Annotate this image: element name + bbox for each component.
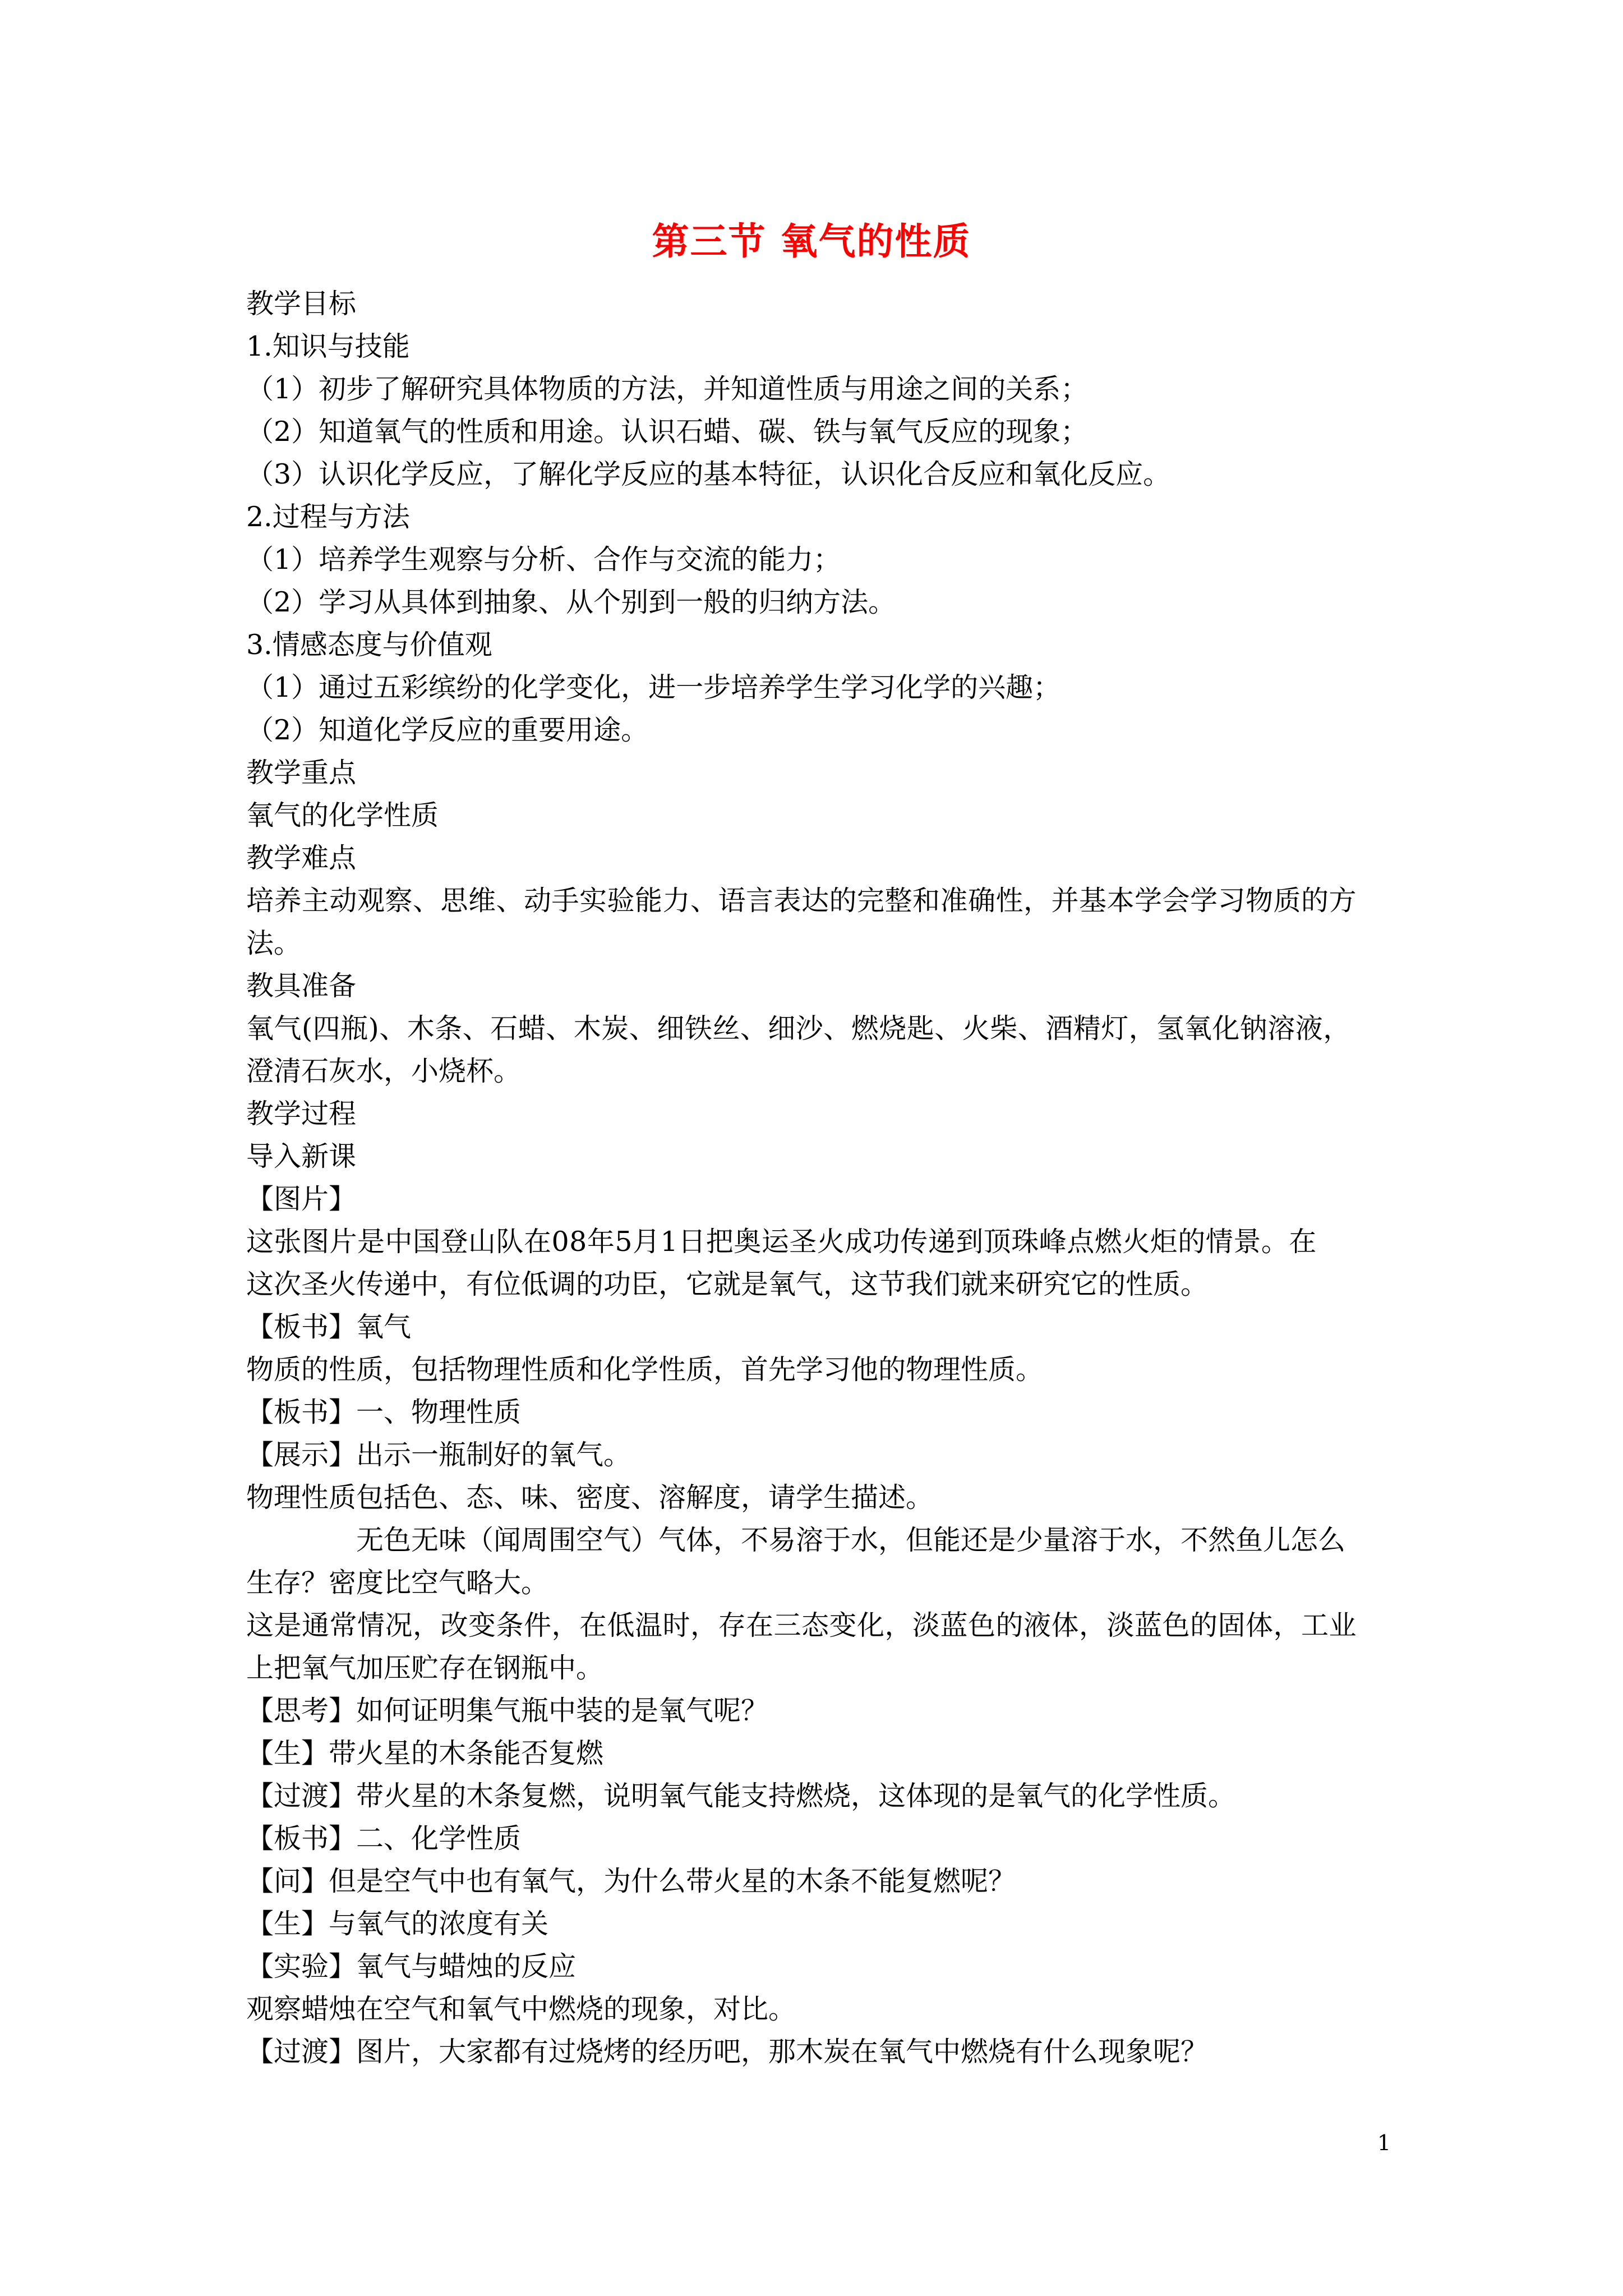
section-heading: 教具准备 [246,970,357,1002]
paragraph-line: 【过渡】带火星的木条复燃，说明氧气能支持燃烧，这体现的是氧气的化学性质。 [246,1780,1236,1812]
paragraph-line: 【生】与氧气的浓度有关 [246,1908,549,1940]
list-item: （1）培养学生观察与分析、合作与交流的能力； [246,544,841,576]
subsection-heading: 1.知识与技能 [246,330,410,362]
paragraph-line: 澄清石灰水，小烧杯。 [246,1055,522,1087]
section-heading: 教学重点 [246,757,357,789]
paragraph-line: 【板书】氧气 [246,1311,412,1343]
paragraph-line: 【展示】出示一瓶制好的氧气。 [246,1439,631,1471]
paragraph-line: 上把氧气加压贮存在钢瓶中。 [246,1652,604,1684]
list-item: （1）通过五彩缤纷的化学变化，进一步培养学生学习化学的兴趣； [246,671,1061,703]
paragraph-line: 这张图片是中国登山队在08年5月1日把奥运圣火成功传递到顶珠峰点燃火炬的情景。在 [246,1226,1317,1258]
paragraph-line: 【问】但是空气中也有氧气，为什么带火星的木条不能复燃呢？ [246,1865,1016,1897]
list-item: （1）初步了解研究具体物质的方法，并知道性质与用途之间的关系； [246,373,1089,405]
paragraph-line: 物理性质包括色、态、味、密度、溶解度，请学生描述。 [246,1481,934,1513]
paragraph-line: 【生】带火星的木条能否复燃 [246,1737,604,1769]
paragraph-line: 【实验】氧气与蜡烛的反应 [246,1950,577,1982]
list-item: （2）知道化学反应的重要用途。 [246,714,649,746]
section-heading: 教学目标 [246,288,357,320]
list-item: （2）学习从具体到抽象、从个别到一般的归纳方法。 [246,586,896,618]
paragraph-line: 无色无味（闻周围空气）气体，不易溶于水，但能还是少量溶于水，不然鱼儿怎么 [356,1524,1346,1556]
paragraph-line: 这次圣火传递中，有位低调的功臣，它就是氧气，这节我们就来研究它的性质。 [246,1268,1209,1300]
section-heading: 教学难点 [246,842,357,874]
paragraph-line: 培养主动观察、思维、动手实验能力、语言表达的完整和准确性，并基本学会学习物质的方 [246,885,1357,917]
section-heading: 教学过程 [246,1098,357,1130]
subsection-heading: 2.过程与方法 [246,501,410,533]
section-heading: 导入新课 [246,1140,357,1172]
page-title: 第三节 氧气的性质 [652,220,971,263]
paragraph-line: 生存？密度比空气略大。 [246,1567,549,1599]
page-number: 1 [1377,2131,1391,2155]
paragraph-line: 法。 [246,927,302,959]
document-body [246,283,1390,2073]
list-item: （2）知道氧气的性质和用途。认识石蜡、碳、铁与氧气反应的现象； [246,416,1089,448]
paragraph-line: 【板书】一、物理性质 [246,1396,522,1428]
paragraph-line: 氧气的化学性质 [246,799,439,831]
paragraph-line: 【过渡】图片，大家都有过烧烤的经历吧，那木炭在氧气中燃烧有什么现象呢？ [246,2036,1209,2068]
subsection-heading: 3.情感态度与价值观 [246,629,492,661]
paragraph-line: 观察蜡烛在空气和氧气中燃烧的现象，对比。 [246,1993,796,2025]
paragraph-line: 这是通常情况，改变条件，在低温时，存在三态变化，淡蓝色的液体，淡蓝色的固体，工业 [246,1609,1357,1641]
paragraph-line: 物质的性质，包括物理性质和化学性质，首先学习他的物理性质。 [246,1354,1044,1386]
paragraph-line: 【图片】 [246,1183,357,1215]
paragraph-line: 【板书】二、化学性质 [246,1823,522,1855]
paragraph-line: 氧气(四瓶)、木条、石蜡、木炭、细铁丝、细沙、燃烧匙、火柴、酒精灯，氢氧化钠溶液， [246,1013,1351,1045]
paragraph-line: 【思考】如何证明集气瓶中装的是氧气呢？ [246,1695,769,1727]
list-item: （3）认识化学反应，了解化学反应的基本特征，认识化合反应和氧化反应。 [246,458,1171,490]
